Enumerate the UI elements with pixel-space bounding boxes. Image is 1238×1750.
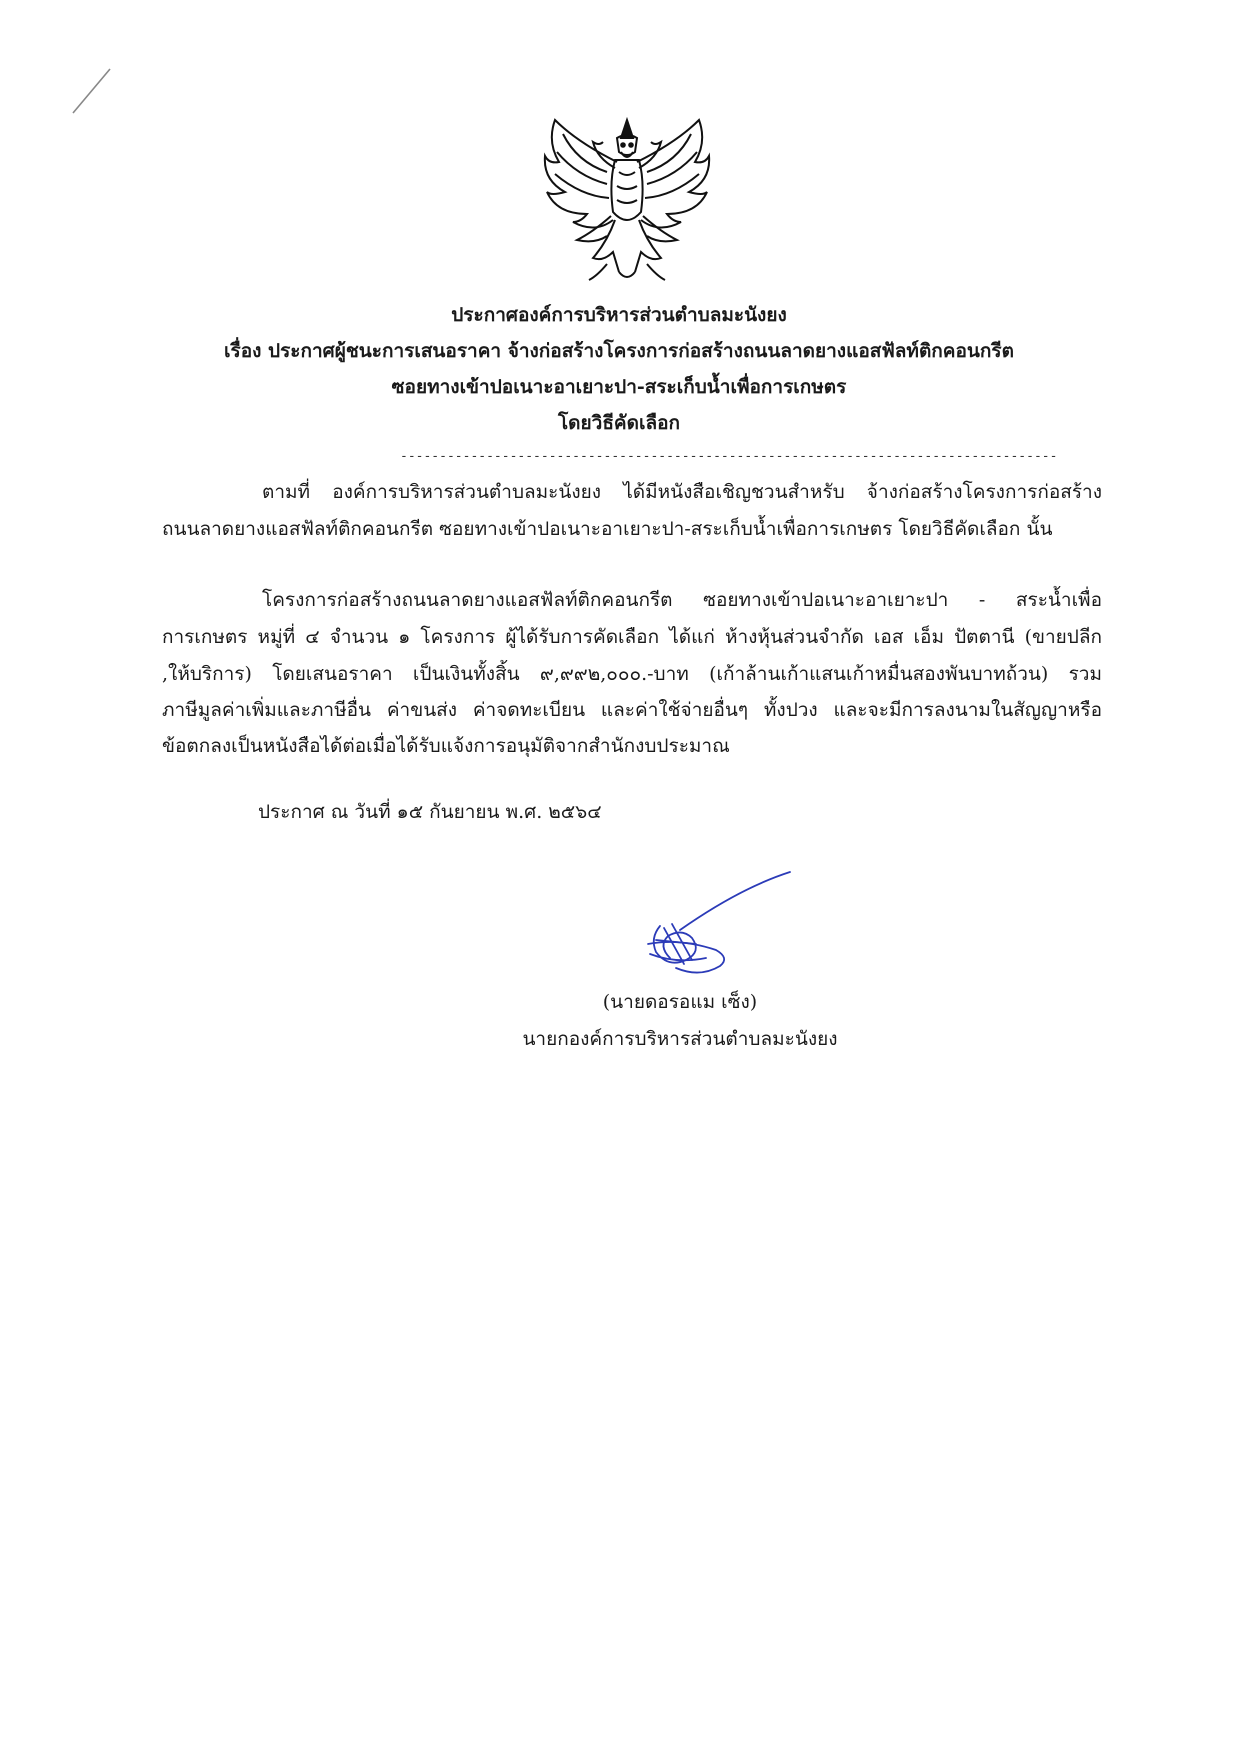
signer-name: (นายดอรอแม เซ็ง) (602, 991, 758, 1013)
paragraph-1-line-1: ตามที่ องค์การบริหารส่วนตำบลมะนังยง ได้มีหนังสือเชิญชวนสำหรับ จ้างก่อสร้างโครงการก่อสร้าง (262, 481, 1102, 503)
signer-position: นายกองค์การบริหารส่วนตำบลมะนังยง (522, 1028, 838, 1050)
divider-line: ------------------------------------------------------------------------------------ (400, 449, 1058, 464)
announcement-subject-cont: ซอยทางเข้าปอเนาะอาเยาะปา-สระเก็บน้ำเพื่อการเกษตร (391, 376, 847, 398)
paragraph-2-line-5: ข้อตกลงเป็นหนังสือได้ต่อเมื่อได้รับแจ้งการอนุมัติจากสำนักงบประมาณ (162, 735, 730, 757)
handwritten-signature (620, 868, 800, 988)
paragraph-2-line-2: การเกษตร หมู่ที่ ๔ จำนวน ๑ โครงการ ผู้ได้รับการคัดเลือก ได้แก่ ห้างหุ้นส่วนจำกัด เอส เอ็ม ปัตตานี (ขายปลีก (162, 626, 1102, 648)
announcement-title: ประกาศองค์การบริหารส่วนตำบลมะนังยง (451, 304, 787, 326)
announcement-subject: เรื่อง ประกาศผู้ชนะการเสนอราคา จ้างก่อสร้างโครงการก่อสร้างถนนลาดยางแอสฟัลท์ติกคอนกรีต (224, 340, 1014, 362)
announcement-method: โดยวิธีคัดเลือก (557, 412, 681, 434)
paragraph-2-line-1: โครงการก่อสร้างถนนลาดยางแอสฟัลท์ติกคอนกรีต ซอยทางเข้าปอเนาะอาเยาะปา - สระน้ำเพื่อ (262, 589, 1102, 611)
paragraph-2-line-3: ,ให้บริการ) โดยเสนอราคา เป็นเงินทั้งสิ้น ๙,๙๙๒,๐๐๐.-บาท (เก้าล้านเก้าแสนเก้าหมื่นสองพันบาทถ้วน) รวม (162, 663, 1102, 685)
garuda-emblem-icon (537, 112, 717, 287)
scan-mark-icon (70, 66, 115, 116)
paragraph-2-line-4: ภาษีมูลค่าเพิ่มและภาษีอื่น ค่าขนส่ง ค่าจดทะเบียน และค่าใช้จ่ายอื่นๆ ทั้งปวง และจะมีการลงนามในสัญญาหรือ (162, 699, 1102, 721)
announcement-date: ประกาศ ณ วันที่ ๑๕ กันยายน พ.ศ. ๒๕๖๔ (258, 801, 602, 823)
paragraph-1-line-2: ถนนลาดยางแอสฟัลท์ติกคอนกรีต ซอยทางเข้าปอเนาะอาเยาะปา-สระเก็บน้ำเพื่อการเกษตร โดยวิธีคัดเลือก นั้น (162, 518, 1053, 540)
